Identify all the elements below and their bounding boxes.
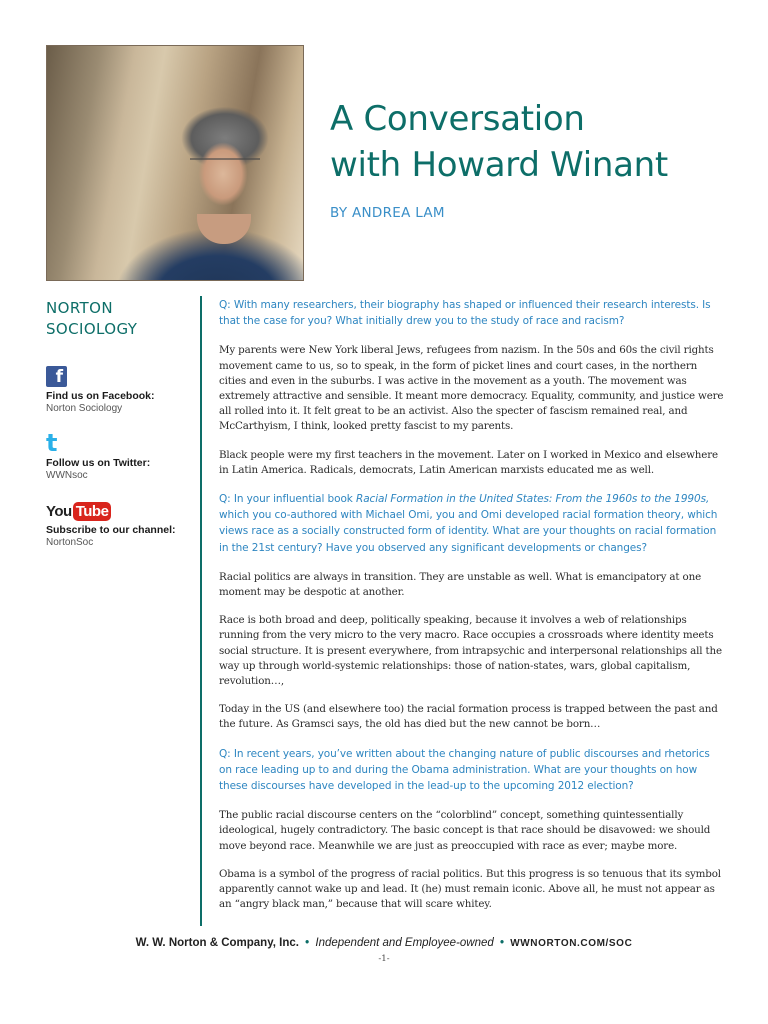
answer-1-paragraph-1: My parents were New York liberal Jews, refugees from nazism. In the 50s and 60s the civil rights movement came to us, so to speak, in the form of picket lines and court cases, in the northern cities and even in the suburbs. I was active in the movement as a youth. The movement was extremely attractive and sensible. It meant more democracy. Equality, community, and justice were all rolled into it. It felt great to be an activist. Also the specter of fascism remained real, and McCarthyism, I think, looked pretty fascist to my parents. — [219, 344, 724, 433]
question-2-rest: which you co-authored with Michael Omi, you and Omi developed racial formation theory, which views race as a socially constructed form of identity. What are your thoughts on racial formation in the 21st century? Have you observed any significant developments or changes? — [219, 509, 718, 554]
footer-separator-1: • — [305, 937, 310, 949]
youtube-logo-tube: Tube — [73, 502, 112, 521]
question-2 — [219, 491, 724, 556]
question-1: Q: With many researchers, their biography has shaped or influenced their research interests. Is that the case for you? What initially drew you to the study of race and racism? — [219, 299, 711, 328]
page-footer — [0, 937, 768, 949]
brand-line-2: SOCIOLOGY — [46, 320, 138, 338]
youtube-logo-you: You — [46, 502, 72, 520]
youtube-block[interactable] — [46, 501, 176, 549]
title-line-1: A Conversation — [330, 99, 585, 139]
facebook-block[interactable] — [46, 366, 155, 415]
answer-1-paragraph-2: Black people were my first teachers in the movement. Later on I worked in Mexico and elsewhere in Latin America. Radicals, democrats, Latin American marxists educated me as well. — [219, 448, 718, 476]
twitter-block[interactable] — [46, 429, 151, 482]
photo-glasses — [190, 158, 260, 174]
answer-2-paragraph-2: Race is both broad and deep, politically speaking, because it involves a web of relationships running from the very micro to the very macro. Race occupies a crossroads where identity meets social structure. It is present everywhere, from intrapsychic and interpersonal relationships all the way up through world-systemic relationships: those of nation-states, wars, global capitalism, revolution…, — [219, 614, 722, 688]
answer-3-paragraph-2: Obama is a symbol of the progress of racial politics. But this progress is so tenuous that its symbol apparently cannot wake up and lead. It (he) must remain iconic. Above all, he must not appear as an “angry black man,” because that will scare whitey. — [219, 867, 721, 911]
sidebar-brand — [46, 298, 137, 340]
youtube-handle[interactable]: NortonSoc — [46, 537, 94, 548]
facebook-icon[interactable]: f — [46, 366, 67, 387]
answer-2-paragraph-1: Racial politics are always in transition. They are unstable as well. What is emancipatory at one moment may be despotic at another. — [219, 570, 702, 599]
answer-2-paragraph-3: Today in the US (and elsewhere too) the racial formation process is trapped between the past and the future. As Gramsci says, the old has died but the new cannot be born… — [219, 703, 718, 731]
twitter-label: Follow us on Twitter: — [46, 457, 151, 469]
byline: BY ANDREA LAM — [330, 205, 445, 221]
photo-neck — [197, 214, 251, 244]
page-title — [330, 96, 668, 188]
question-3: Q: In recent years, you’ve written about the changing nature of public discourses and rhetorics on race leading up to and during the Obama administration. What are your thoughts on how these discourses have developed in the lead-up to the upcoming 2012 election? — [219, 747, 710, 793]
youtube-label: Subscribe to our channel: — [46, 524, 176, 536]
facebook-label: Find us on Facebook: — [46, 390, 155, 402]
youtube-icon[interactable] — [46, 501, 176, 521]
column-divider — [200, 296, 202, 926]
footer-tagline: Independent and Employee-owned — [315, 937, 494, 949]
author-photo — [46, 45, 304, 281]
twitter-handle[interactable]: WWNsoc — [46, 470, 88, 481]
interview-body — [219, 297, 724, 926]
title-line-2: with Howard Winant — [330, 145, 668, 185]
footer-url[interactable]: WWNORTON.COM/SOC — [510, 938, 633, 949]
brand-line-1: NORTON — [46, 299, 113, 317]
answer-3-paragraph-1: The public racial discourse centers on the “colorblind” concept, something quintessentially ideological, hugely contradictory. The basic concept is that race should be disavowed: we should move beyond race. Meanwhile we are just as preoccupied with race as ever; maybe more. — [219, 809, 711, 852]
book-title: Racial Formation in the United States: From the 1960s to the 1990s, — [356, 493, 710, 506]
footer-company: W. W. Norton & Company, Inc. — [135, 937, 299, 949]
question-2-intro: Q: In your influential book — [219, 493, 356, 506]
facebook-handle[interactable]: Norton Sociology — [46, 403, 123, 414]
footer-separator-2: • — [499, 937, 504, 949]
page-number: -1- — [378, 954, 390, 964]
twitter-icon[interactable]: t — [46, 429, 58, 457]
